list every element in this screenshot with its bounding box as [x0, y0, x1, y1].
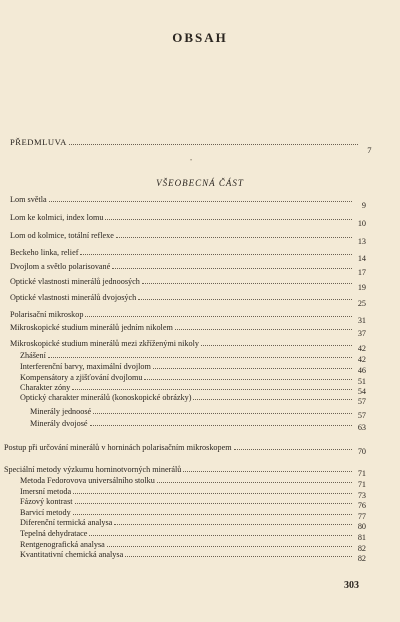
toc-entry-label: Optický charakter minerálů (konoskopické obrázky) — [20, 393, 192, 402]
toc-entry-label: Barvicí metody — [20, 508, 71, 517]
toc-subentry — [20, 529, 366, 542]
leader-dots — [73, 513, 352, 515]
toc-subentry — [20, 518, 366, 531]
leader-dots — [153, 367, 352, 369]
leader-dots — [107, 545, 352, 547]
toc-entry-page: 42 — [357, 344, 366, 353]
toc-entry-label: Fázový kontrast — [20, 497, 73, 506]
toc-entry-label: Mikroskopické studium minerálů mezi zkříženými nikoly — [10, 339, 199, 348]
toc-entry-label: Beckeho linka, relief — [10, 248, 79, 257]
toc-entry-page: 9 — [361, 201, 366, 210]
leader-dots — [75, 502, 352, 504]
leader-dots — [72, 388, 352, 390]
toc-subsubentry — [30, 419, 366, 432]
toc-subentry — [20, 550, 366, 563]
leader-dots — [157, 481, 352, 483]
toc-entry-label: Kompensátory a zjišťování dvojlomu — [20, 373, 143, 382]
toc-entry-label: Rentgenografická analysa — [20, 540, 105, 549]
toc-entry-page: 57 — [357, 411, 366, 420]
toc-entry-page: 76 — [357, 501, 366, 510]
leader-dots — [138, 298, 352, 300]
toc-entry-page: 10 — [357, 219, 366, 228]
toc-entry — [10, 213, 366, 228]
toc-entry-label: Lom od kolmice, totální reflexe — [10, 231, 114, 240]
toc-entry-label: Optické vlastnosti minerálů dvojosých — [10, 293, 137, 302]
toc-subentry — [20, 362, 366, 375]
toc-entry-label: Tepelná dehydratace — [20, 529, 88, 538]
leader-dots — [85, 315, 352, 317]
leader-dots — [116, 236, 352, 238]
toc-entry-page: 51 — [357, 377, 366, 386]
toc-entry-page: 54 — [357, 387, 366, 396]
leader-dots — [144, 378, 352, 380]
toc-entry — [10, 262, 366, 277]
toc-entry — [4, 443, 366, 456]
toc-entry-label: Metoda Fedorovova universálního stolku — [20, 476, 155, 485]
leader-dots — [193, 398, 352, 400]
toc-entry-page: 73 — [357, 491, 366, 500]
toc-subsubentry — [30, 407, 366, 420]
toc-subentry — [20, 383, 366, 396]
toc-entry-label: Imersní metoda — [20, 487, 72, 496]
toc-entry-page: 82 — [357, 554, 366, 563]
toc-entry-page: 77 — [357, 512, 366, 521]
leader-dots — [125, 555, 352, 557]
toc-entry-label: Minerály dvojosé — [30, 419, 88, 428]
toc-entry-label: PŘEDMLUVA — [10, 137, 67, 147]
leader-dots — [201, 344, 352, 346]
toc-entry — [10, 310, 366, 325]
leader-dots — [112, 267, 352, 269]
toc-entry-page: 17 — [357, 268, 366, 277]
toc-entry-label: Postup při určování minerálů v horninách polarisačním mikroskopem — [4, 443, 232, 452]
toc-entry-page: 70 — [357, 447, 366, 456]
toc-entry-label: Interferenční barvy, maximální dvojlom — [20, 362, 151, 371]
leader-dots — [73, 492, 352, 494]
leader-dots — [234, 448, 352, 450]
toc-entry-page: 71 — [357, 480, 366, 489]
toc-entry-label: Lom ke kolmici, index lomu — [10, 213, 104, 222]
toc-entry-label: Optické vlastnosti minerálů jednoosých — [10, 277, 140, 286]
leader-dots — [49, 200, 352, 202]
toc-entry-page: 81 — [357, 533, 366, 542]
toc-entry-page: 82 — [357, 544, 366, 553]
toc-entry-page: 31 — [357, 316, 366, 325]
toc-entry — [10, 248, 366, 263]
toc-entry-page: 13 — [357, 237, 366, 246]
page-title: OBSAH — [172, 30, 228, 45]
toc-entry-label: Diferenční termická analysa — [20, 518, 113, 527]
leader-dots — [183, 470, 352, 472]
toc-entry-page: 14 — [357, 254, 366, 263]
toc-subentry — [20, 373, 366, 386]
toc-entry-page: 42 — [357, 355, 366, 364]
toc-entry-page: 37 — [357, 329, 366, 338]
leader-dots — [89, 534, 352, 536]
toc-entry-label: Polarisační mikroskop — [10, 310, 84, 319]
toc-entry-label: Mikroskopické studium minerálů jedním nikolem — [10, 323, 173, 332]
toc-entry — [10, 195, 366, 210]
toc-entry-label: Minerály jednoosé — [30, 407, 92, 416]
leader-dots — [142, 282, 352, 284]
toc-entry — [4, 465, 366, 478]
toc-entry-label: Speciální metody výzkumu horninotvorných minerálů — [4, 465, 182, 474]
leader-dots — [114, 523, 352, 525]
toc-entry-page: 19 — [357, 283, 366, 292]
leader-dots — [48, 356, 352, 358]
toc-entry-label: Kvantitativní chemická analysa — [20, 550, 124, 559]
toc-subentry — [20, 487, 366, 500]
toc-entry-label: Dvojlom a světlo polarisované — [10, 262, 111, 271]
page-number: 303 — [344, 580, 359, 591]
toc-entry-page: 46 — [357, 366, 366, 375]
toc-entry — [10, 231, 366, 246]
toc-entry-page: 63 — [357, 423, 366, 432]
decorative-dot: • — [190, 158, 193, 164]
toc-entry-label: Zhášení — [20, 351, 46, 360]
toc-entry-preface — [10, 137, 372, 155]
section-title: VŠEOBECNÁ ČÁST — [156, 178, 244, 188]
leader-dots — [69, 143, 358, 145]
toc-subentry — [20, 393, 366, 406]
toc-entry-page: 57 — [357, 397, 366, 406]
leader-dots — [105, 218, 352, 220]
leader-dots — [175, 328, 352, 330]
toc-entry-label: Charakter zóny — [20, 383, 71, 392]
toc-entry-page: 71 — [357, 469, 366, 478]
leader-dots — [80, 253, 352, 255]
toc-entry — [10, 339, 366, 353]
toc-entry-label: Lom světla — [10, 195, 47, 204]
toc-entry — [10, 323, 366, 338]
leader-dots — [93, 412, 352, 414]
toc-subentry — [20, 476, 366, 489]
toc-subentry — [20, 540, 366, 553]
toc-subentry — [20, 508, 366, 521]
toc-subentry — [20, 497, 366, 510]
toc-subentry — [20, 351, 366, 364]
toc-entry-page: 7 — [367, 145, 372, 155]
toc-entry-page: 25 — [357, 299, 366, 308]
toc-entry-page: 80 — [357, 522, 366, 531]
toc-entry — [10, 293, 366, 308]
toc-entry — [10, 277, 366, 292]
leader-dots — [90, 424, 352, 426]
